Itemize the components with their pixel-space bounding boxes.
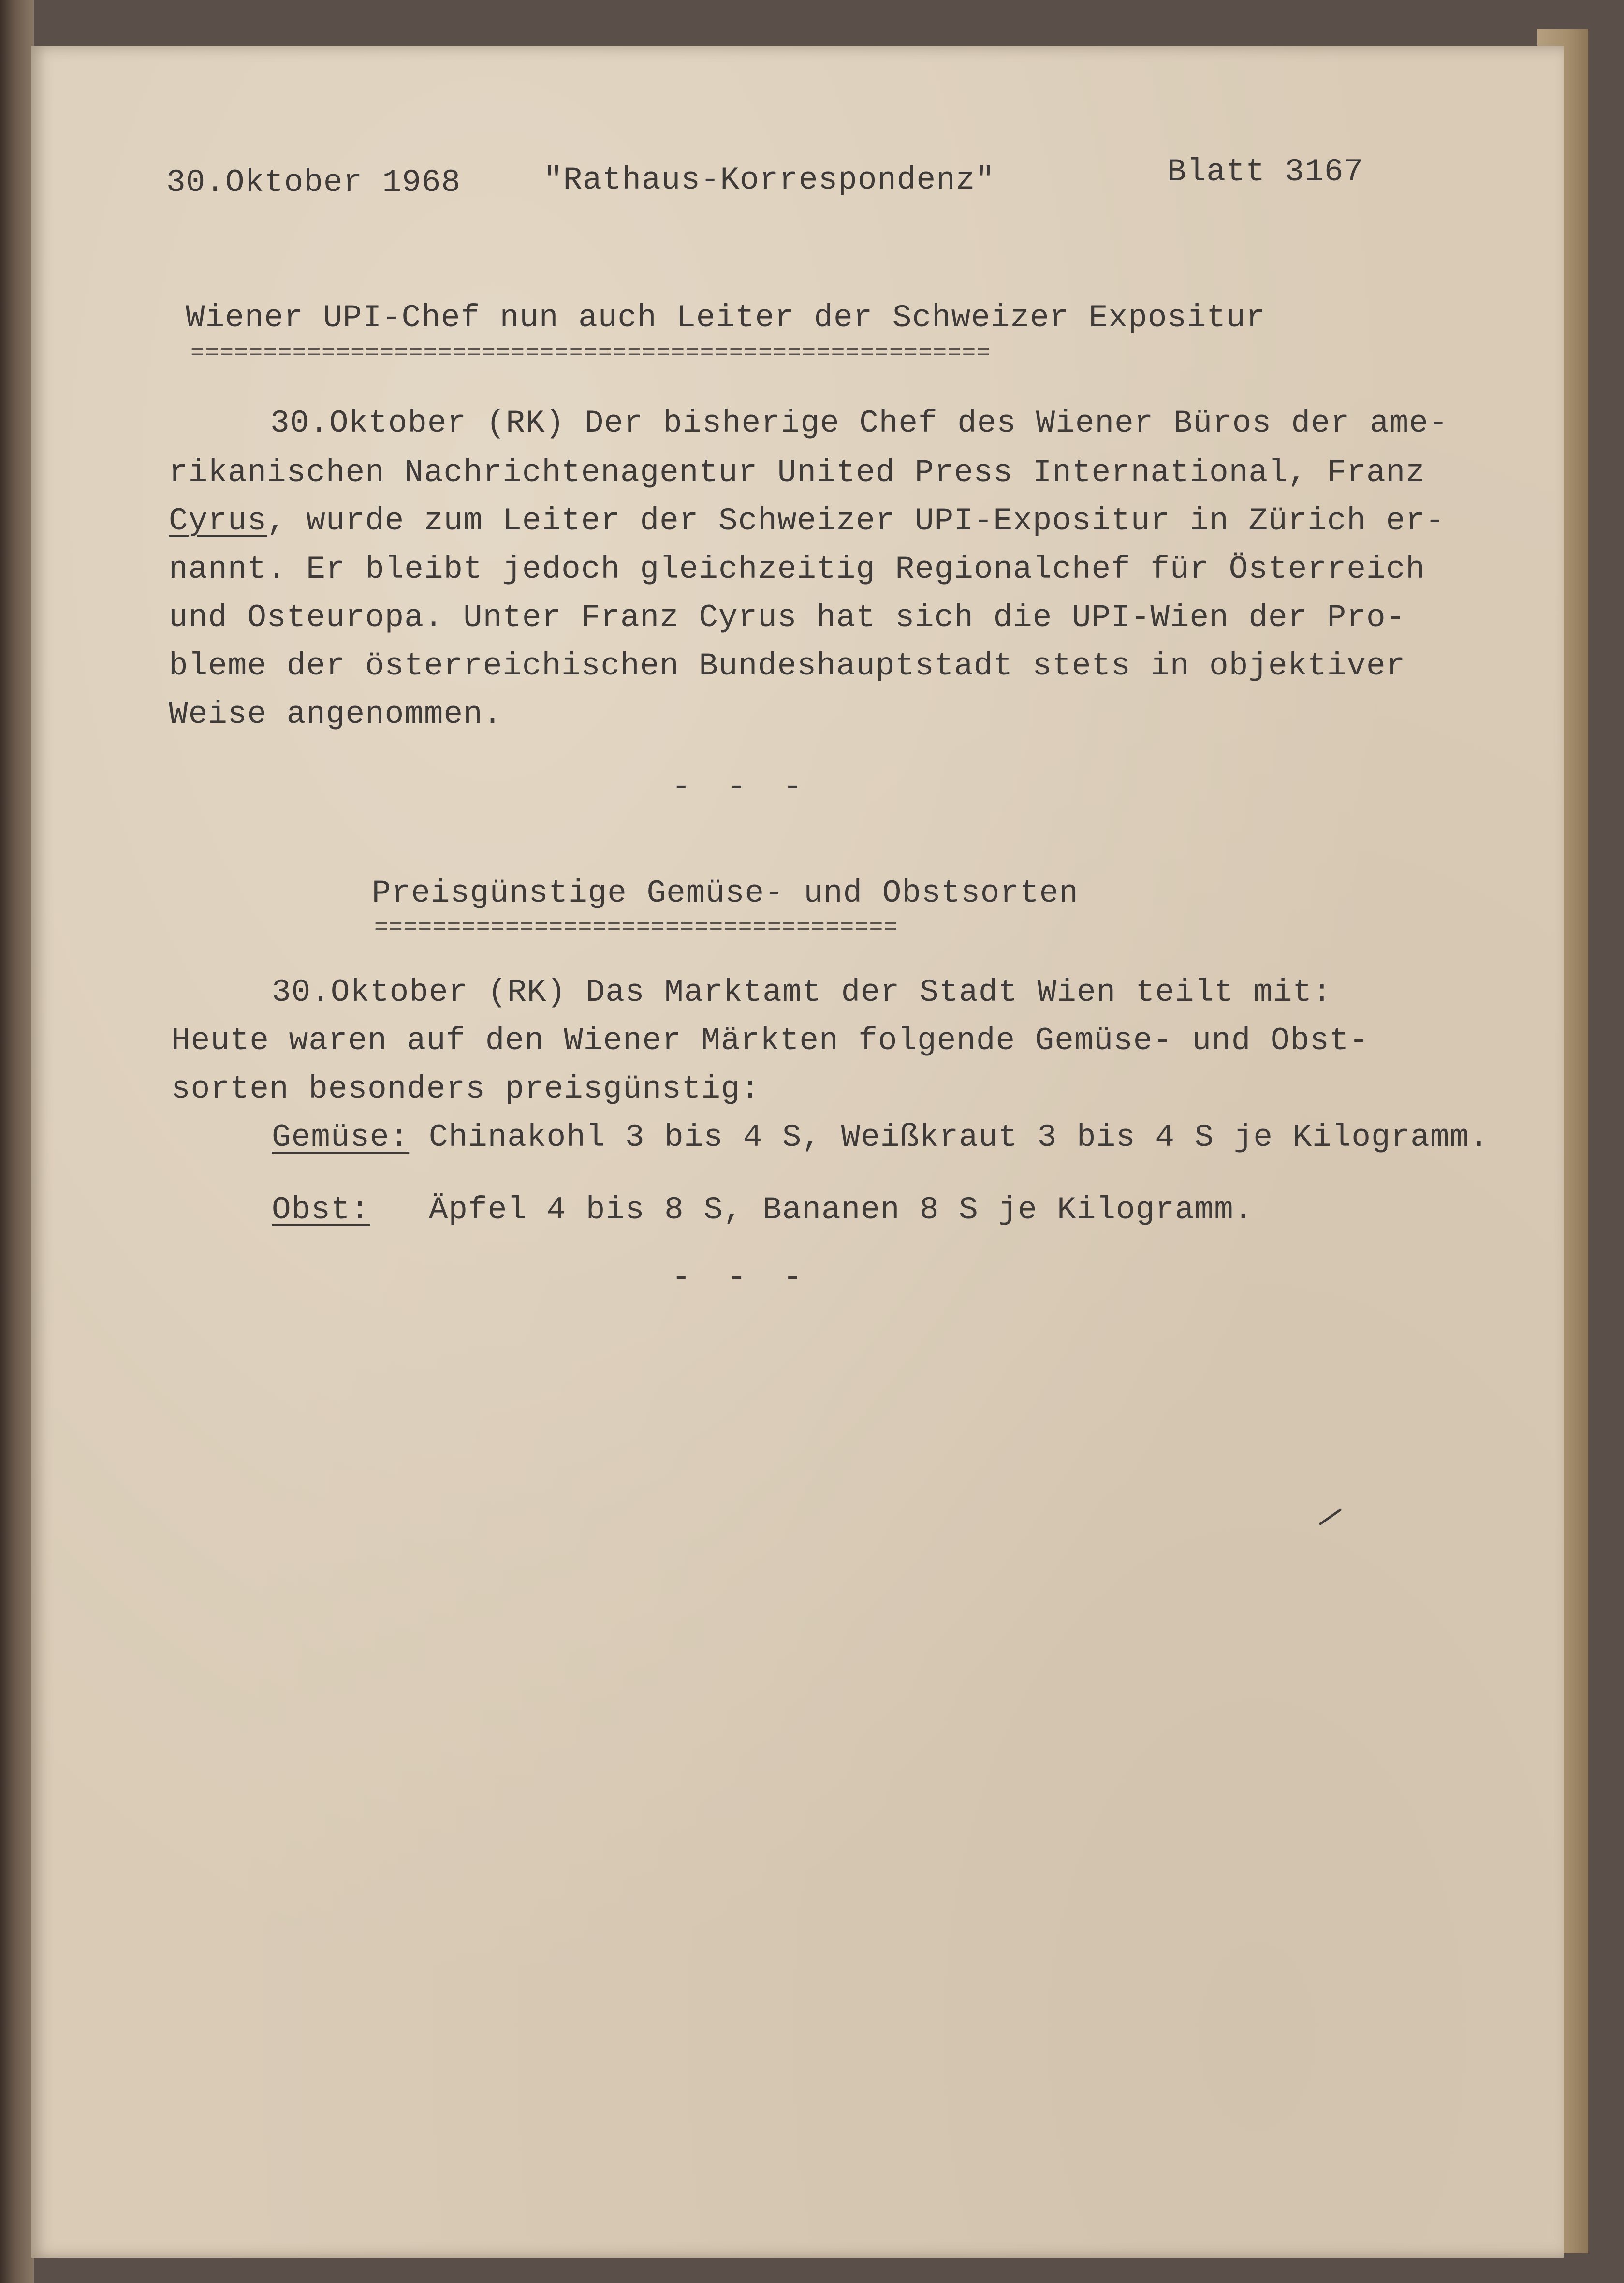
article1-line-1: 30.Oktober (RK) Der bisherige Chef des Wiener Büros der ame- xyxy=(270,405,1448,441)
header-sheet-number: Blatt 3167 xyxy=(1167,154,1364,190)
article1-line-7: Weise angenommen. xyxy=(169,696,503,732)
article2-separator: - - - xyxy=(672,1259,811,1296)
header-date: 30.Oktober 1968 xyxy=(166,164,461,201)
price-item-text: Chinakohl 3 bis 4 S, Weißkraut 3 bis 4 S je Kilogramm. xyxy=(428,1119,1489,1156)
price-item-vegetables xyxy=(272,1119,1489,1156)
price-item-text: Äpfel 4 bis 8 S, Bananen 8 S je Kilogramm. xyxy=(428,1192,1254,1228)
price-item-label: Obst: xyxy=(272,1192,370,1228)
article2-line-1: 30.Oktober (RK) Das Marktamt der Stadt Wien teilt mit: xyxy=(272,974,1332,1010)
article1-title: Wiener UPI-Chef nun auch Leiter der Schweizer Expositur xyxy=(186,300,1266,336)
article1-separator: - - - xyxy=(672,769,811,805)
article2-title-rule: ==================================== xyxy=(374,915,898,941)
document-page xyxy=(31,46,1564,2258)
article1-line-3: Cyrus, wurde zum Leiter der Schweizer UPI-Expositur in Zürich er- xyxy=(169,503,1445,539)
article1-line-4: nannt. Er bleibt jedoch gleichzeitig Regionalchef für Österreich xyxy=(169,551,1425,587)
underlined-name: Cyrus xyxy=(169,503,267,539)
header-publication: "Rathaus-Korrespondenz" xyxy=(543,162,995,198)
article2-line-3: sorten besonders preisgünstig: xyxy=(171,1071,761,1107)
book-spine xyxy=(0,0,34,2283)
article1-title-rule: ======================================================= xyxy=(190,340,991,366)
article1-line-5: und Osteuropa. Unter Franz Cyrus hat sich die UPI-Wien der Pro- xyxy=(169,600,1406,636)
pen-mark xyxy=(1319,1508,1342,1526)
article1-line-2: rikanischen Nachrichtenagentur United Press International, Franz xyxy=(169,454,1425,491)
price-item-label: Gemüse: xyxy=(272,1119,410,1156)
article2-title: Preisgünstige Gemüse- und Obstsorten xyxy=(372,875,1079,911)
price-item-fruit xyxy=(272,1194,1253,1226)
article1-line-6: bleme der österreichischen Bundeshauptstadt stets in objektiver xyxy=(169,648,1406,684)
article2-line-2: Heute waren auf den Wiener Märkten folgende Gemüse- und Obst- xyxy=(171,1023,1369,1059)
